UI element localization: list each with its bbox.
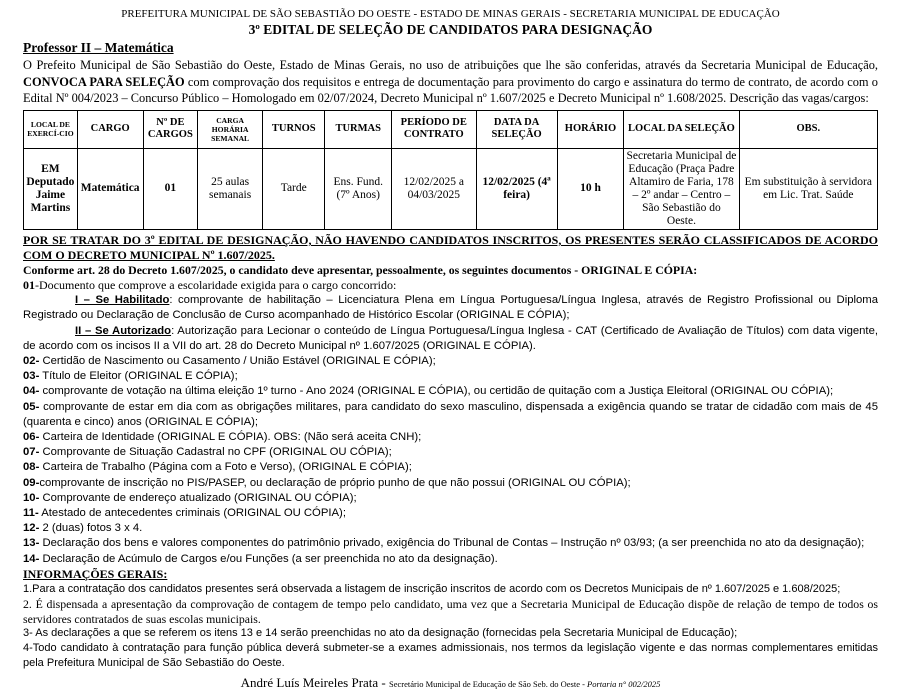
item-text: Título de Eleitor (ORIGINAL E CÓPIA); <box>39 370 238 383</box>
item-text: Certidão de Nascimento ou Casamento / União Estável (ORIGINAL E CÓPIA); <box>39 355 436 367</box>
item-01-number: 01 <box>23 278 35 293</box>
item-text: comprovante de votação na última eleição 1º turno - Ano 2024 (ORIGINAL E CÓPIA), ou certidão de quitação com a Justiça Eleitoral (ORIGINAL OU CÓPIA); <box>39 385 834 398</box>
document-item-13 <box>23 536 878 551</box>
col-header-carga-horaria: CARGA HORÁRIA SEMANAL <box>198 110 263 148</box>
signatory-name: André Luís Meireles Prata - <box>240 674 390 690</box>
table-header-row <box>24 110 878 148</box>
item-number: 08- <box>23 461 40 474</box>
conforme-paragraph: Conforme art. 28 do Decreto 1.607/2025, o candidato deve apresentar, pessoalmente, os seguintes documentos - ORIGINAL E CÓPIA: <box>23 263 698 278</box>
vagas-table-body <box>24 148 878 229</box>
general-info-item-2: 2. É dispensada a apresentação da comprovação de contagem de tempo pelo candidato, uma vez que a Secretaria Municipal de Educação dispõe de relação de tempo de todos os servidores contratados de suas escolas municipais. <box>23 596 878 626</box>
habilitado-text: : comprovante de habilitação – Licenciatura Plena em Língua Portuguesa/Língua Inglesa, através de Registro Profissional ou Diploma Registrado ou Declaração de Conclusão de Curso acompanhado de Histórico Escolar (ORIGINAL E CÓPIA); <box>23 294 878 322</box>
item-text: Declaração de Acúmulo de Cargos e/ou Funções (a ser preenchida no ato da designação). <box>39 552 498 565</box>
item-text: comprovante de inscrição no PIS/PASEP, ou declaração de próprio punho de que não possui (ORIGINAL OU CÓPIA); <box>39 476 631 489</box>
signatory-portaria: Portaria n° 002/2025 <box>587 678 661 689</box>
item-text: Declaração dos bens e valores componentes do patrimônio privado, exigência do Tribunal de Contas – Instrução nº 03/93; (a ser preenchida no ato da designação); <box>39 537 865 550</box>
document-item-08 <box>23 460 878 475</box>
item-01-text: -Documento que comprove a escolaridade exigida para o cargo concorrido: <box>35 278 397 293</box>
col-header-obs: OBS. <box>739 110 877 148</box>
col-header-local-selecao: LOCAL DA SELEÇÃO <box>624 110 739 148</box>
autorizado-text: : Autorização para Lecionar o conteúdo de Língua Portuguesa/Língua Inglesa - CAT (Certificado de Avaliação de Títulos) com data vigente, de acordo com os incisos II a VII do art. 28 do Decreto Municipal nº 1.607/2025 (ORIGINAL E CÓPIA). <box>23 324 878 352</box>
cell-cargo: Matemática <box>77 148 143 229</box>
habilitado-lead: I – Se Habilitado <box>75 294 170 307</box>
document-item-11 <box>23 506 878 521</box>
cell-obs: Em substituição à servidora em Lic. Trat. Saúde <box>739 148 877 229</box>
document-item-07 <box>23 445 878 460</box>
table-row <box>24 148 878 229</box>
col-header-data-selecao: DATA DA SELEÇÃO <box>476 110 557 148</box>
document-sub-autorizado <box>23 324 878 354</box>
signatory-role: Secretário Municipal de Educação de São Seb. do Oeste - <box>389 678 588 689</box>
general-info-item-4: 4-Todo candidato à contratação para função pública deverá submeter-se a exames admissionais, nos termos da legislação vigente e das normas complementares emitidas pela Prefeitura Municipal de São Sebastião do Oeste. <box>23 642 878 670</box>
item-number: 09- <box>23 476 40 489</box>
col-header-local-exercicio: LOCAL DE EXERCÍ-CIO <box>24 110 78 148</box>
col-header-cargo: CARGO <box>77 110 143 148</box>
vagas-table <box>23 110 878 230</box>
document-item-10 <box>23 491 878 506</box>
classification-notice-text: POR SE TRATAR DO 3º EDITAL DE DESIGNAÇÃO, NÃO HAVENDO CANDIDATOS INSCRITOS, OS PRESENTES SERÃO CLASSIFICADOS DE ACORDO COM O DECRETO MUNICIPAL Nº 1.607/2025. <box>23 232 878 262</box>
cell-local-exercicio: EM Deputado Jaime Martins <box>24 148 78 229</box>
general-info-item-1: 1.Para a contratação dos candidatos presentes será observada a listagem de inscrição inscritos de acordo com os Decretos Municipais de nº 1.607/2025 e 1.608/2025; <box>23 583 841 596</box>
document-item-12 <box>23 521 878 536</box>
document-item-04 <box>23 384 878 399</box>
col-header-turmas: TURMAS <box>325 110 392 148</box>
item-text: Comprovante de Situação Cadastral no CPF (ORIGINAL OU CÓPIA); <box>39 446 392 459</box>
signature-line <box>23 674 878 692</box>
cell-data-selecao: 12/02/2025 (4ª feira) <box>476 148 557 229</box>
item-text: 2 (duas) fotos 3 x 4. <box>39 522 143 535</box>
col-header-horario: HORÁRIO <box>557 110 624 148</box>
cell-carga-horaria: 25 aulas semanais <box>198 148 263 229</box>
item-text: Atestado de antecedentes criminais (ORIGINAL OU CÓPIA); <box>38 507 346 520</box>
document-item-05 <box>23 400 878 430</box>
item-number: 13- <box>23 537 40 550</box>
item-number: 12- <box>23 522 40 535</box>
item-text: comprovante de estar em dia com as obrigações militares, para candidato do sexo masculino, dispensada a exigência quando se tratar de cidadão com mais de 45 (quarenta e cinco) anos (ORIGINAL E CÓPIA); <box>23 400 878 428</box>
col-header-periodo-contrato: PERÍODO DE CONTRATO <box>392 110 477 148</box>
item-number: 02- <box>23 355 40 367</box>
document-item-03 <box>23 369 878 384</box>
item-number: 06- <box>23 431 40 444</box>
item-number: 03- <box>23 370 40 383</box>
cell-n-cargos: 01 <box>143 148 198 229</box>
general-info-heading: INFORMAÇÕES GERAIS: <box>23 566 168 581</box>
item-text: Carteira de Trabalho (Página com a Foto e Verso), (ORIGINAL E CÓPIA); <box>39 461 412 474</box>
cell-turmas: Ens. Fund. (7º Anos) <box>325 148 392 229</box>
vagas-table-header <box>24 110 878 148</box>
col-header-turnos: TURNOS <box>263 110 325 148</box>
intro-part2: com comprovação dos requisitos e entrega de documentação para provimento do cargo e assinatura do termo de contrato, de acordo com o Edital Nº 004/2023 – Concurso Público – Homologado em 02/07/2024, Decreto Municipal nº 1.607/2025 e Decreto Municipal nº 1.608/2025. Descrição das vagas/cargos: <box>23 74 878 106</box>
classification-notice <box>23 233 878 263</box>
header-institution-line: PREFEITURA MUNICIPAL DE SÃO SEBASTIÃO DO OESTE - ESTADO DE MINAS GERAIS - SECRETARIA MUNICIPAL DE EDUCAÇÃO <box>121 8 780 20</box>
item-text: Comprovante de endereço atualizado (ORIGINAL OU CÓPIA); <box>39 491 357 504</box>
cell-turnos: Tarde <box>263 148 325 229</box>
document-item-14 <box>23 552 878 567</box>
intro-part1: O Prefeito Municipal de São Sebastião do Oeste, Estado de Minas Gerais, no uso de atribuições que lhe são conferidas, através da Secretaria Municipal de Educação, <box>23 58 878 72</box>
col-header-n-cargos: Nº DE CARGOS <box>143 110 198 148</box>
item-number: 07- <box>23 446 40 459</box>
autorizado-lead: II – Se Autorizado <box>75 324 172 337</box>
item-number: 05- <box>23 400 40 413</box>
item-number: 14- <box>23 552 40 565</box>
document-item-02 <box>23 354 878 369</box>
cell-horario: 10 h <box>557 148 624 229</box>
page-title: 3º EDITAL DE SELEÇÃO DE CANDIDATOS PARA DESIGNAÇÃO <box>248 22 653 37</box>
subject-heading: Professor II – Matemática <box>23 40 174 55</box>
document-sub-habilitado <box>23 293 878 323</box>
intro-paragraph <box>23 57 878 107</box>
item-number: 10- <box>23 491 40 504</box>
item-number: 04- <box>23 385 40 398</box>
item-number: 11- <box>23 507 39 520</box>
document-header <box>23 7 878 38</box>
intro-convoca-bold: CONVOCA PARA SELEÇÃO <box>23 74 185 89</box>
cell-local-selecao: Secretaria Municipal de Educação (Praça Padre Altamiro de Faria, 178 – 2º andar – Centro – São Sebastião do Oeste. <box>624 148 739 229</box>
document-item-01 <box>23 278 878 293</box>
item-text: Carteira de Identidade (ORIGINAL E CÓPIA). OBS: (Não será aceita CNH); <box>39 431 422 444</box>
general-info-item-3: 3- As declarações a que se referem os itens 13 e 14 serão preenchidas no ato da designação (fornecidas pela Secretaria Municipal de Educação); <box>23 627 738 640</box>
document-item-09 <box>23 476 878 491</box>
cell-periodo-contrato: 12/02/2025 a 04/03/2025 <box>392 148 477 229</box>
document-item-06 <box>23 430 878 445</box>
